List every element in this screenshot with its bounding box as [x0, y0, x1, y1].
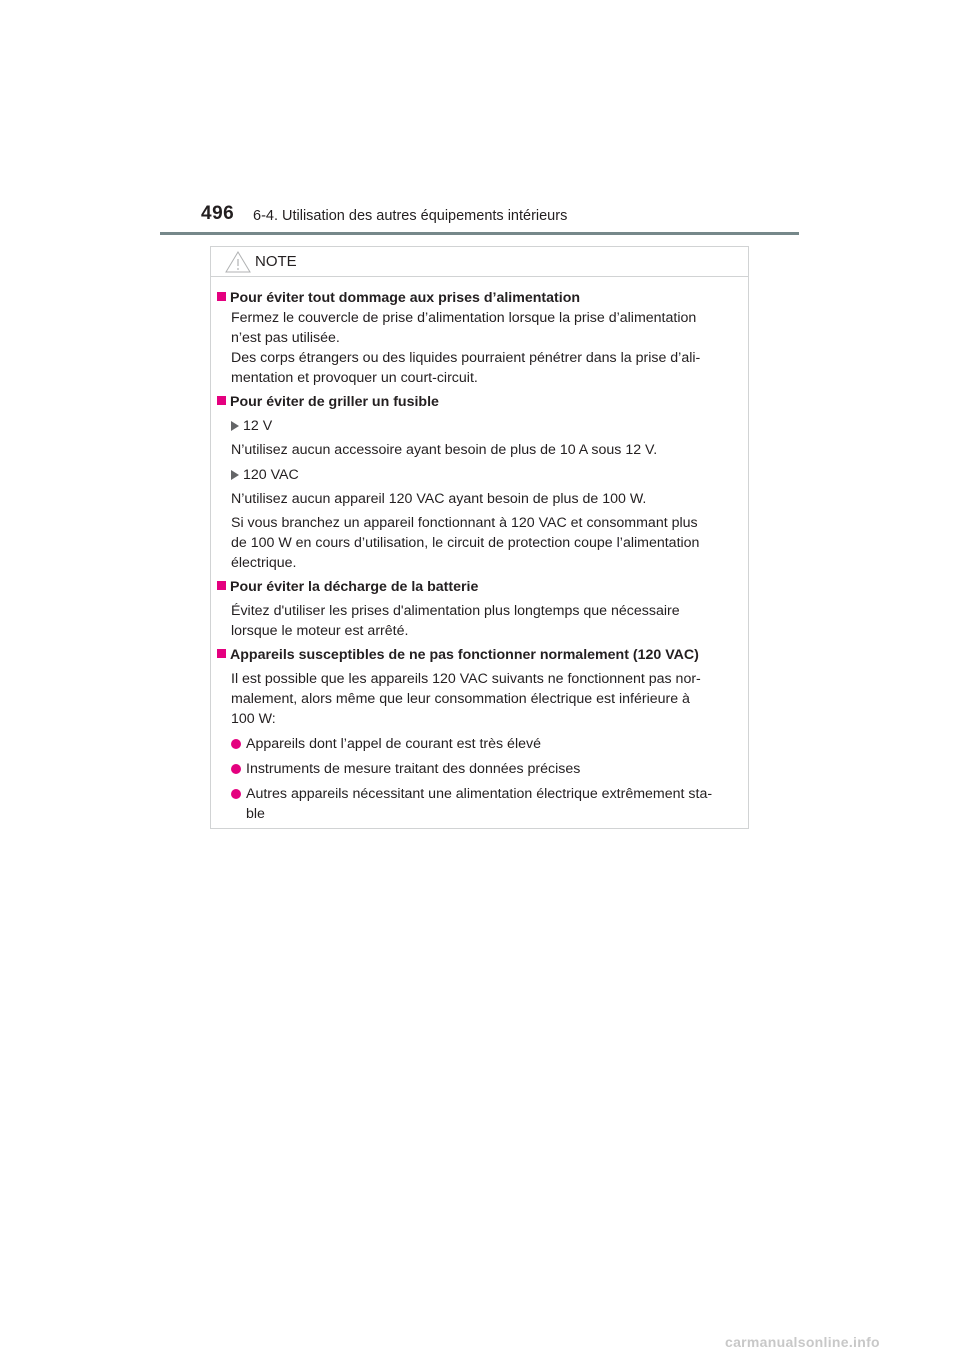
note-header — [211, 247, 748, 277]
section-heading — [217, 392, 742, 412]
note-box — [210, 246, 749, 829]
section-heading — [217, 288, 742, 308]
section-heading — [217, 645, 742, 665]
section-title: 6-4. Utilisation des autres équipements intérieurs — [253, 208, 568, 224]
paragraph: Si vous branchez un appareil fonctionnant à 120 VAC et consommant plus de 100 W en cours d’utilisation, le circuit de protection coupe l’alimentation électrique. — [231, 515, 700, 571]
paragraph: N’utilisez aucun appareil 120 VAC ayant besoin de plus de 100 W. — [231, 491, 647, 507]
note-label: NOTE — [255, 253, 297, 270]
section-title-text: Appareils susceptibles de ne pas fonctionner normalement (120 VAC) — [230, 647, 699, 663]
square-bullet-icon — [217, 292, 226, 301]
circle-bullet-icon — [231, 789, 241, 799]
circle-bullet-icon — [231, 764, 241, 774]
paragraph: Évitez d'utiliser les prises d'alimentation plus longtemps que nécessaire lorsque le moteur est arrêté. — [231, 603, 680, 639]
section-title-text: Pour éviter tout dommage aux prises d’alimentation — [230, 290, 581, 306]
sub-heading-text: 12 V — [243, 418, 273, 434]
list-item-text: Appareils dont l’appel de courant est très élevé — [246, 736, 541, 752]
paragraph: N’utilisez aucun accessoire ayant besoin de plus de 10 A sous 12 V. — [231, 442, 658, 458]
note-body — [217, 288, 742, 824]
page-header — [0, 0, 960, 240]
list-item — [217, 734, 742, 754]
square-bullet-icon — [217, 649, 226, 658]
section-heading — [217, 577, 742, 597]
square-bullet-icon — [217, 581, 226, 590]
section-title-text: Pour éviter de griller un fusible — [230, 394, 439, 410]
list-item — [217, 784, 742, 824]
triangle-right-icon — [231, 421, 239, 431]
section-title-text: Pour éviter la décharge de la batterie — [230, 579, 479, 595]
sub-heading-text: 120 VAC — [243, 467, 299, 483]
watermark: carmanualsonline.info — [725, 1334, 880, 1350]
page-number: 496 — [201, 203, 235, 224]
paragraph: Fermez le couvercle de prise d’alimentation lorsque la prise d’alimentation n’est pas utilisée. Des corps étrangers ou des liquides pourraient pénétrer dans la prise d’ali- mentation et provoquer un court-circuit. — [231, 310, 701, 386]
paragraph: Il est possible que les appareils 120 VAC suivants ne fonctionnent pas nor- malement, alors même que leur consommation électrique est inférieure à 100 W: — [231, 671, 701, 727]
sub-heading — [217, 416, 742, 436]
warning-triangle-icon — [225, 251, 251, 273]
list-item-text: Instruments de mesure traitant des données précises — [246, 761, 581, 777]
list-item — [217, 759, 742, 779]
square-bullet-icon — [217, 396, 226, 405]
triangle-right-icon — [231, 470, 239, 480]
sub-heading — [217, 465, 742, 485]
circle-bullet-icon — [231, 739, 241, 749]
header-rule — [160, 232, 799, 235]
list-item-text: Autres appareils nécessitant une alimentation électrique extrêmement sta- ble — [246, 786, 713, 822]
